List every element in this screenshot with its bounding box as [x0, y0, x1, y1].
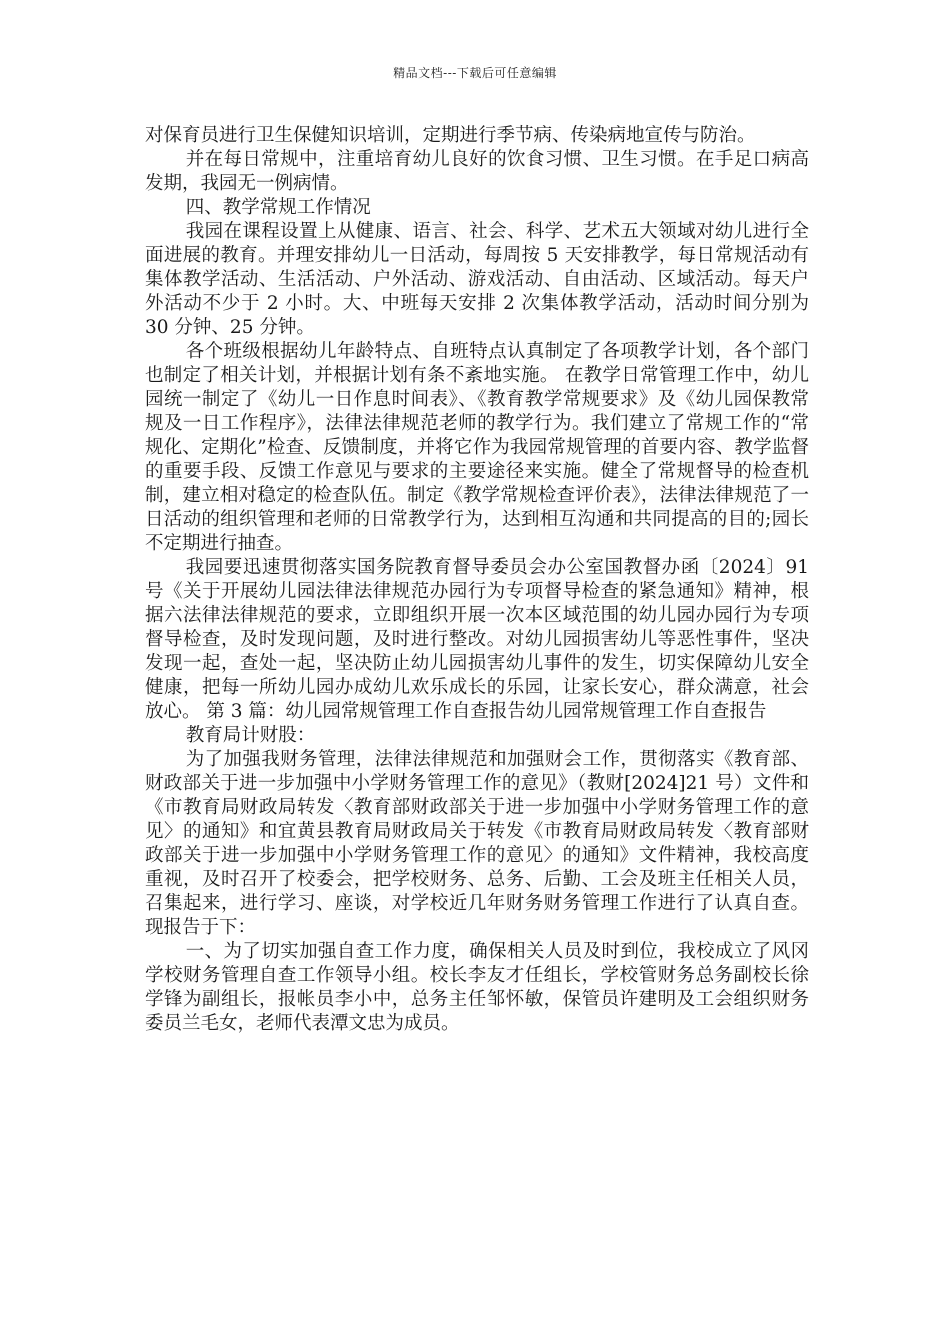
- paragraph-1: 对保育员进行卫生保健知识培训，定期进行季节病、传染病地宣传与防治。: [145, 125, 756, 146]
- paragraph-5: 各个班级根据幼儿年龄特点、自班特点认真制定了各项教学计划，各个部门也制定了相关计划，并根据计划有条不紊地实施。 在教学日常管理工作中，幼儿园统一制定了《幼儿一日作息时间表》、《教育教学常规要求》及《幼儿园保教常规及一日工作程序》，法律法律规范老师的教学行为。我们建立了常规工作的“常规化、定期化”检查、反馈制度，并将它作为我园常规管理的首要内容、教学监督的重要手段、反馈工作意见与要求的主要途径来实施。健全了常规督导的检查机制，建立相对稳定的检查队伍。制定《教学常规检查评价表》，法律法律规范了一日活动的组织管理和老师的日常教学行为，达到相互沟通和共同提高的目的;园长不定期进行抽查。: [145, 341, 809, 554]
- paragraph-2: 并在每日常规中，注重培育幼儿良好的饮食习惯、卫生习惯。在手足口病高发期，我园无一例病情。: [145, 149, 809, 194]
- page-header: 精品文档---下载后可任意编辑: [393, 66, 557, 80]
- salutation: 教育局计财股：: [185, 725, 316, 746]
- document-body: [145, 124, 809, 1036]
- paragraph-4: 我园在课程设置上从健康、语言、社会、科学、艺术五大领域对幼儿进行全面进展的教育。并理安排幼儿一日活动，每周按 5 天安排教学，每日常规活动有集体教学活动、生活活动、户外活动、游戏活动、自由活动、区域活动。每天户外活动不少于 2 小时。大、中班每天安排 2 次集体教学活动，活动时间分别为 30 分钟、25 分钟。: [145, 221, 809, 338]
- paragraph-9: 一、为了切实加强自查工作力度，确保相关人员及时到位，我校成立了风冈学校财务管理自查工作领导小组。校长李友才任组长，学校管财务总务副校长徐学锋为副组长，报帐员李小中，总务主任邹怀敏，保管员许建明及工会组织财务委员兰毛女，老师代表潭文忠为成员。: [145, 941, 809, 1034]
- paragraph-8: 为了加强我财务管理，法律法律规范和加强财会工作，贯彻落实《教育部、财政部关于进一步加强中小学财务管理工作的意见》（教财[2024]21 号）文件和《市教育局财政局转发〈教育部财政部关于进一步加强中小学财务管理工作的意见〉的通知》和宜黄县教育局财政局关于转发《市教育局财政局转发〈教育部财政部关于进一步加强中小学财务管理工作的意见〉的通知》文件精神，我校高度重视，及时召开了校委会，把学校财务、总务、后勤、工会及班主任相关人员，召集起来，进行学习、座谈，对学校近几年财务财务管理工作进行了认真自查。现报告于下：: [145, 749, 809, 938]
- section-heading-teaching: 四、教学常规工作情况: [185, 197, 371, 218]
- paragraph-6: 我园要迅速贯彻落实国务院教育督导委员会办公室国教督办函〔2024〕91 号《关于开展幼儿园法律法律规范办园行为专项督导检查的紧急通知》精神，根据六法律法律规范的要求，立即组织开展一次本区域范围的幼儿园办园行为专项督导检查，及时发现问题，及时进行整改。对幼儿园损害幼儿等恶性事件，坚决发现一起，查处一起，坚决防止幼儿园损害幼儿事件的发生，切实保障幼儿安全健康，把每一所幼儿园办成幼儿欢乐成长的乐园，让家长安心，群众满意，社会放心。 第 3 篇：幼儿园常规管理工作自查报告幼儿园常规管理工作自查报告: [145, 557, 809, 722]
